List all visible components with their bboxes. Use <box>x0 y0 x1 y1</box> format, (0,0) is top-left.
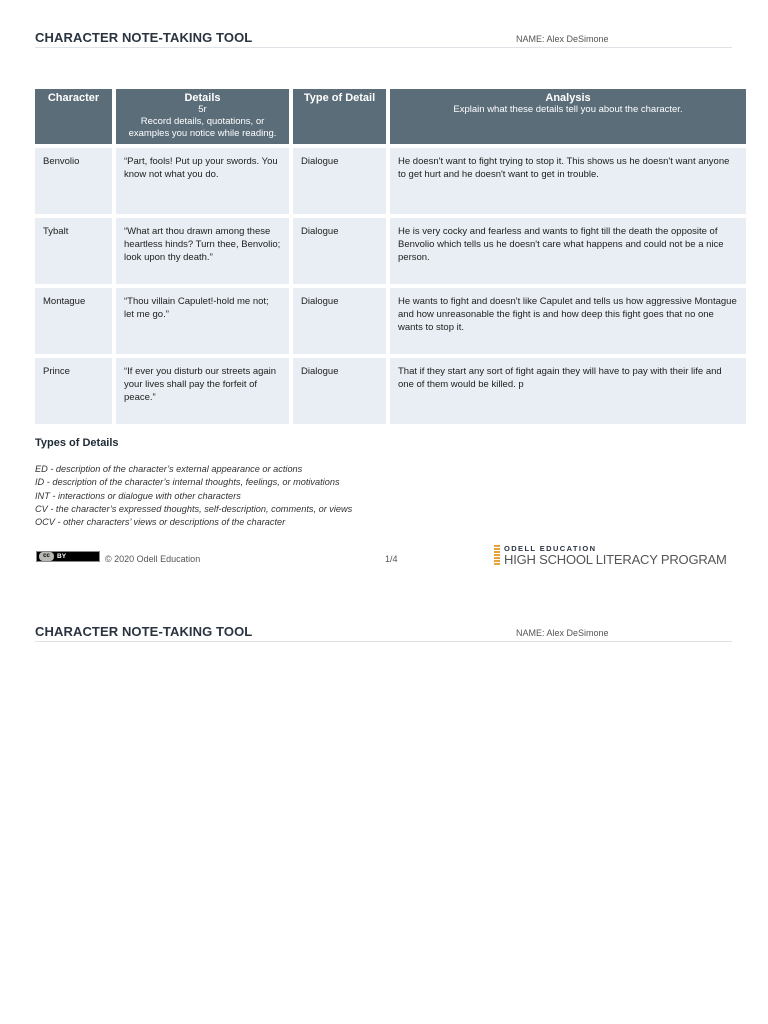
cell-character: Benvolio <box>35 148 112 214</box>
cc-icon: cc <box>39 552 54 561</box>
table-row <box>35 148 746 214</box>
header-analysis: Analysis Explain what these details tell you about the character. <box>390 89 746 144</box>
logo-bars-icon <box>494 545 500 565</box>
creative-commons-badge[interactable] <box>36 551 100 562</box>
cell-details: “Part, fools! Put up your swords. You know not what you do. <box>116 148 289 214</box>
cell-analysis: He wants to fight and doesn't like Capulet and tells us how aggressive Montague and how unreasonable the fight is and how deep this fight goes that no one wants to stop it. <box>390 288 746 354</box>
list-item: ID - description of the character’s internal thoughts, feelings, or motivations <box>35 477 340 488</box>
name-value: Alex DeSimone <box>546 34 609 44</box>
types-of-details-list <box>35 463 352 529</box>
cell-details: “What art thou drawn among these heartless hinds? Turn thee, Benvolio; look upon thy death.” <box>116 218 289 284</box>
character-notes-table <box>31 85 750 428</box>
page-header <box>35 30 732 48</box>
analysis-instructions: Explain what these details tell you about the character. <box>453 104 683 115</box>
header-details: Details 5r Record details, quotations, or examples you notice while reading. <box>116 89 289 144</box>
cell-character: Tybalt <box>35 218 112 284</box>
table-row <box>35 358 746 424</box>
page-title: CHARACTER NOTE-TAKING TOOL <box>35 624 253 639</box>
student-name <box>514 34 609 44</box>
table-header-row <box>35 89 746 144</box>
details-instructions: Record details, quotations, or examples you notice while reading. <box>128 116 277 139</box>
name-label: NAME: <box>516 628 545 638</box>
cell-type: Dialogue <box>293 358 386 424</box>
list-item: ED - description of the character’s external appearance or actions <box>35 464 303 474</box>
types-of-details-heading: Types of Details <box>35 437 119 449</box>
header-type: Type of Detail <box>293 89 386 144</box>
cell-details: “If ever you disturb our streets again your lives shall pay the forfeit of peace.” <box>116 358 289 424</box>
copyright-text: © 2020 Odell Education <box>105 554 201 564</box>
name-label: NAME: <box>516 34 545 44</box>
by-icon: BY <box>57 553 67 560</box>
cell-analysis: That if they start any sort of fight again they will have to pay with their life and one of them would be killed. p <box>390 358 746 424</box>
table-row <box>35 218 746 284</box>
logo-program-name: HIGH SCHOOL LITERACY PROGRAM <box>504 552 727 567</box>
cell-type: Dialogue <box>293 148 386 214</box>
page-footer <box>35 545 727 573</box>
cell-type: Dialogue <box>293 288 386 354</box>
details-sub-code: 5r <box>198 104 207 115</box>
table-row <box>35 288 746 354</box>
name-value: Alex DeSimone <box>546 628 609 638</box>
page-title: CHARACTER NOTE-TAKING TOOL <box>35 30 253 45</box>
page-2-header <box>35 624 732 642</box>
page-number: 1/4 <box>385 554 398 564</box>
cell-type: Dialogue <box>293 218 386 284</box>
logo-org-name: ODELL EDUCATION <box>504 544 597 553</box>
cell-analysis: He doesn't want to fight trying to stop it. This shows us he doesn't want anyone to get hurt and he doesn't want to get in trouble. <box>390 148 746 214</box>
student-name <box>514 628 609 638</box>
list-item: CV - the character’s expressed thoughts, self-description, comments, or views <box>35 503 353 514</box>
list-item: INT - interactions or dialogue with other characters <box>35 490 241 501</box>
cell-character: Prince <box>35 358 112 424</box>
cell-analysis: He is very cocky and fearless and wants to fight till the death the opposite of Benvolio which tells us he doesn't care what happens and could not be a nice person. <box>390 218 746 284</box>
cell-details: “Thou villain Capulet!-hold me not; let me go.” <box>116 288 289 354</box>
list-item: OCV - other characters’ views or descriptions of the character <box>35 517 286 528</box>
cell-character: Montague <box>35 288 112 354</box>
header-character: Character <box>35 89 112 144</box>
